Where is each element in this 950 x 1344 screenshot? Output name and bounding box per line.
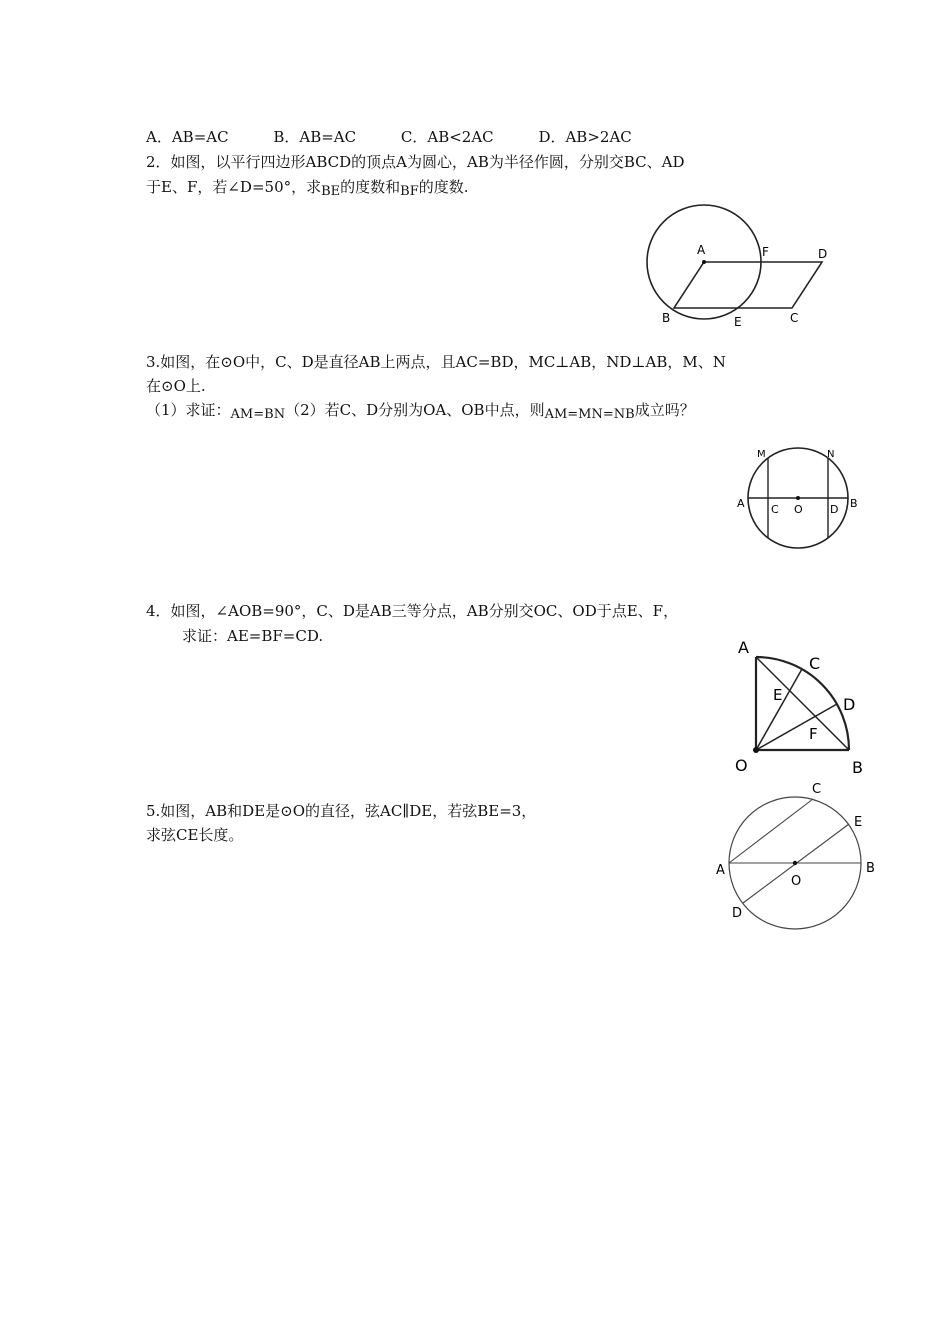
q2-parallelogram: [674, 262, 822, 308]
q4-segment-oc: [756, 669, 802, 750]
q2-arc-be: BE: [321, 184, 341, 199]
q5-line2: 求弦CE长度。: [146, 826, 244, 844]
q1-option-c: C．AB<2AC: [400, 128, 494, 146]
q4-label-a: A: [738, 638, 749, 657]
q2-line1: 2．如图，以平行四边形ABCD的顶点A为圆心，AB为半径作圆，分别交BC、AD: [146, 153, 685, 171]
q2-arc-bf: BF: [400, 184, 419, 199]
q3-label-o: O: [794, 503, 803, 516]
q5-chord-ac: [729, 799, 813, 863]
q2-line2: [146, 177, 469, 199]
q5-label-o: O: [791, 874, 802, 889]
q4-figure: [730, 632, 870, 782]
q4-label-c: C: [809, 654, 821, 673]
q5-label-c: C: [812, 782, 822, 797]
q3-point-o: [796, 496, 800, 500]
q4-label-o: O: [735, 756, 748, 775]
q3-figure: [733, 443, 873, 563]
q3-line3-pre: （1）求证：: [146, 401, 231, 419]
q5-label-a: A: [716, 863, 725, 878]
q4-label-d: D: [843, 695, 856, 714]
q3-line1: 3.如图，在⊙O中，C、D是直径AB上两点，且AC=BD，MC⊥AB，ND⊥AB，M、N: [146, 353, 726, 371]
q3-label-m: M: [757, 449, 766, 460]
q4-chord-ab: [756, 657, 849, 750]
q4-point-o: [753, 747, 759, 753]
q5-point-o: [793, 861, 797, 865]
q2-figure: [640, 210, 840, 330]
q3-line3-mid: （2）若C、D分别为OA、OB中点，则: [285, 401, 545, 419]
q5-label-d: D: [732, 906, 743, 921]
q5-line1: 5.如图，AB和DE是⊙O的直径，弦AC∥DE，若弦BE=3，: [146, 802, 537, 820]
q4-label-e: E: [773, 686, 783, 704]
q4-line1: 4．如图，∠AOB=90°，C、D是AB三等分点，AB分别交OC、OD于点E、F，: [146, 602, 679, 620]
q2-label-c: C: [790, 311, 799, 325]
q5-figure: [712, 780, 882, 930]
q4-label-f: F: [809, 725, 818, 743]
q3-label-a: A: [737, 497, 745, 510]
q1-option-b: B．AB=AC: [273, 128, 357, 146]
q2-label-d: D: [818, 247, 828, 261]
q2-label-f: F: [762, 245, 769, 259]
q2-label-e: E: [734, 315, 742, 329]
q3-arc-am-bn: AM=BN: [230, 407, 286, 422]
q2-line2-pre: 于E、F，若∠D=50°，求: [146, 178, 322, 196]
q5-label-e: E: [854, 815, 863, 830]
q3-line2: 在⊙O上.: [146, 377, 206, 395]
q4-label-b: B: [852, 758, 863, 777]
q3-label-c: C: [771, 503, 779, 516]
q3-arc-am-mn-nb: AM=MN=NB: [544, 407, 635, 422]
q2-line2-mid: 的度数和: [340, 178, 401, 196]
q4-line2: 求证：AE=BF=CD.: [182, 627, 324, 645]
q3-label-n: N: [827, 449, 835, 460]
q3-label-b: B: [850, 497, 858, 510]
q1-option-a: A．AB=AC: [146, 128, 229, 146]
q4-segment-od: [756, 704, 837, 750]
q5-label-b: B: [866, 861, 875, 876]
q2-line2-post: 的度数.: [418, 178, 469, 196]
q2-label-b: B: [662, 311, 671, 325]
q2-point-a: [702, 260, 706, 264]
q2-label-a: A: [697, 243, 706, 257]
q3-line3-post: 成立吗？: [634, 401, 695, 419]
q3-label-d: D: [830, 503, 839, 516]
q1-option-d: D．AB>2AC: [538, 128, 632, 146]
q1-options: [146, 127, 672, 147]
q3-line3: [146, 400, 695, 422]
